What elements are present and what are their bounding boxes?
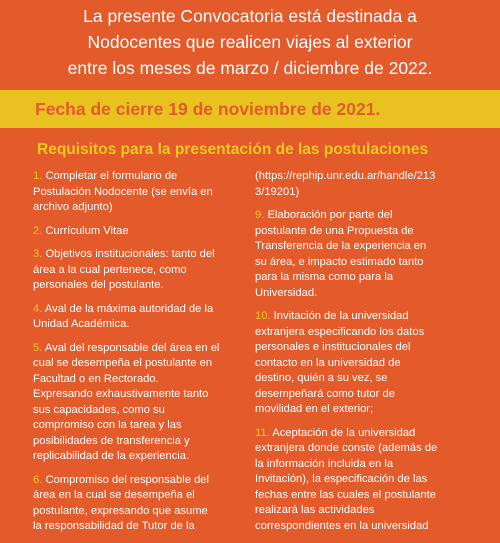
requirement-text: Facultad o en Rectorado.	[33, 372, 159, 385]
requirement-text: Postulación Nodocente (se envía en	[33, 185, 213, 198]
requirement-text: (https://rephip.unr.edu.ar/handle/213	[255, 170, 436, 182]
intro-line: Nodocentes que realicen viajes al exterior	[87, 32, 413, 52]
requirement-line	[255, 503, 470, 519]
requirement-item	[33, 341, 243, 465]
requirement-number: 5.	[33, 341, 43, 354]
requirement-line	[255, 426, 470, 442]
requirement-text: replicabilidad de la experiencia.	[33, 450, 190, 462]
requirement-line	[255, 208, 470, 224]
requirement-item	[33, 473, 243, 535]
requirement-line	[33, 418, 243, 434]
requirement-line	[33, 169, 243, 185]
requirement-line	[255, 309, 470, 325]
requirement-number: 11.	[255, 426, 270, 439]
requirement-line	[255, 325, 470, 341]
requirement-line	[33, 247, 243, 263]
requirement-text: Currículum Vitae	[45, 224, 129, 237]
requirement-item	[33, 302, 243, 333]
requirement-text: Completar el formulario de	[45, 170, 178, 182]
requirement-text: postulante, expresando que asume	[33, 504, 208, 517]
requirement-line	[33, 473, 243, 489]
requirement-item	[33, 169, 243, 216]
requirement-text: personales del postulante.	[33, 279, 164, 291]
requirement-text: para la misma como para la	[255, 271, 394, 283]
requirement-line	[33, 449, 243, 465]
requirement-line	[33, 504, 243, 520]
requirement-line	[255, 371, 470, 387]
requirement-line	[33, 372, 243, 388]
requirement-item	[255, 426, 470, 535]
requirement-line	[33, 519, 243, 535]
intro-line: La presente Convocatoria está destinada a	[83, 6, 417, 26]
requirement-text: personales e institucionales del	[255, 341, 411, 353]
requirement-line	[255, 356, 470, 372]
requirement-number: 3.	[33, 248, 43, 260]
requirement-text: Objetivos institucionales: tanto del	[45, 248, 215, 260]
requirement-line	[255, 472, 470, 488]
requirement-line	[33, 302, 243, 318]
requirement-text: área en la cual se desempeña el	[33, 489, 195, 501]
requirement-line	[33, 341, 243, 357]
requirement-text: archivo adjunto)	[33, 201, 113, 213]
requirement-text: desempeñará como tutor de	[255, 387, 395, 400]
requirement-text: Universidad.	[255, 286, 318, 299]
deadline-text: Fecha de cierre 19 de noviembre de 2021.	[35, 99, 381, 119]
requirement-text: Transferencia de la experiencia en	[255, 240, 427, 252]
requirement-text: contacto en la universidad de	[255, 356, 401, 369]
requirement-text: Aval de la máxima autoridad de la	[44, 302, 214, 315]
requirement-line	[255, 457, 470, 473]
requirement-text: Unidad Académica.	[33, 318, 130, 330]
requirement-text: Aval del responsable del área en el	[44, 341, 220, 354]
requirements-left-column	[33, 169, 243, 543]
requirement-line	[33, 317, 243, 333]
requirement-number: 9.	[255, 209, 265, 221]
requirement-item	[255, 309, 470, 418]
requirement-number: 2.	[33, 224, 43, 237]
requirement-text: compromiso con la tarea y las	[33, 419, 182, 431]
requirement-text: posibilidades de transferencia y	[33, 434, 190, 447]
requirement-text: Expresando exhaustivamente tanto	[33, 388, 209, 400]
requirements-title: Requisitos para la presentación de las postulaciones	[37, 141, 429, 158]
requirement-number: 6.	[33, 473, 43, 486]
requirement-line	[33, 387, 243, 403]
requirements-right-column	[255, 169, 470, 542]
requirement-text: Invitación), la especificación de las	[255, 473, 428, 485]
requirement-line	[255, 488, 470, 504]
requirement-text: extranjera especificando los datos	[255, 325, 425, 338]
requirement-item	[33, 247, 243, 294]
requirement-text: 3/19201)	[255, 185, 300, 198]
requirement-text: extranjera donde conste (además de	[255, 442, 438, 454]
requirement-text: realizará las actividades	[255, 504, 375, 516]
requirement-line	[33, 488, 243, 504]
requirement-number: 10.	[255, 310, 271, 322]
requirement-line	[255, 286, 470, 302]
requirement-line	[33, 224, 243, 240]
requirement-line	[33, 263, 243, 279]
requirement-line	[255, 441, 470, 457]
requirement-line	[255, 169, 470, 185]
requirement-line	[255, 185, 470, 201]
intro-line: entre los meses de marzo / diciembre de 2022.	[67, 58, 433, 78]
requirement-number: 1.	[33, 170, 43, 182]
requirement-text: fechas entre las cuales el postulante	[255, 488, 436, 501]
requirement-text: sus capacidades, como su	[33, 403, 165, 416]
requirement-text: cual se desempeña el postulante en	[33, 357, 213, 369]
requirement-text: Elaboración por parte del	[267, 209, 393, 221]
requirement-line	[33, 356, 243, 372]
requirement-line	[33, 200, 243, 216]
requirement-text: postulante de una Propuesta de	[255, 224, 414, 237]
requirement-line	[255, 224, 470, 240]
requirement-text: su área, e impacto estimado tanto	[255, 255, 424, 268]
requirement-line	[33, 434, 243, 450]
requirement-text: área a la cual pertenece, como	[33, 263, 187, 276]
requirement-line	[255, 270, 470, 286]
requirement-number: 4.	[33, 302, 43, 315]
requirement-line	[255, 387, 470, 403]
requirement-line	[255, 340, 470, 356]
requirement-text: Compromiso del responsable del	[45, 473, 209, 486]
requirement-line	[255, 255, 470, 271]
requirement-line	[255, 239, 470, 255]
requirement-line	[255, 519, 470, 535]
requirement-text: movilidad en el exterior;	[255, 403, 374, 415]
requirement-line	[33, 403, 243, 419]
requirement-text: destino, quién a su vez, se	[255, 372, 388, 384]
requirement-text: correspondientes en la universidad	[255, 519, 429, 532]
requirement-item	[255, 208, 470, 301]
deadline-banner	[0, 90, 500, 128]
requirement-text: la responsabilidad de Tutor de la	[33, 520, 195, 532]
requirement-text: Invitación de la universidad	[273, 310, 409, 322]
intro-text	[0, 0, 500, 81]
requirement-line	[255, 402, 470, 418]
requirement-line	[33, 278, 243, 294]
requirement-line	[33, 185, 243, 201]
requirement-text: la información incluida en la	[255, 457, 394, 470]
requirement-item	[33, 224, 243, 240]
requirement-item	[255, 169, 470, 200]
requirement-text: Aceptación de la universidad	[272, 426, 416, 439]
